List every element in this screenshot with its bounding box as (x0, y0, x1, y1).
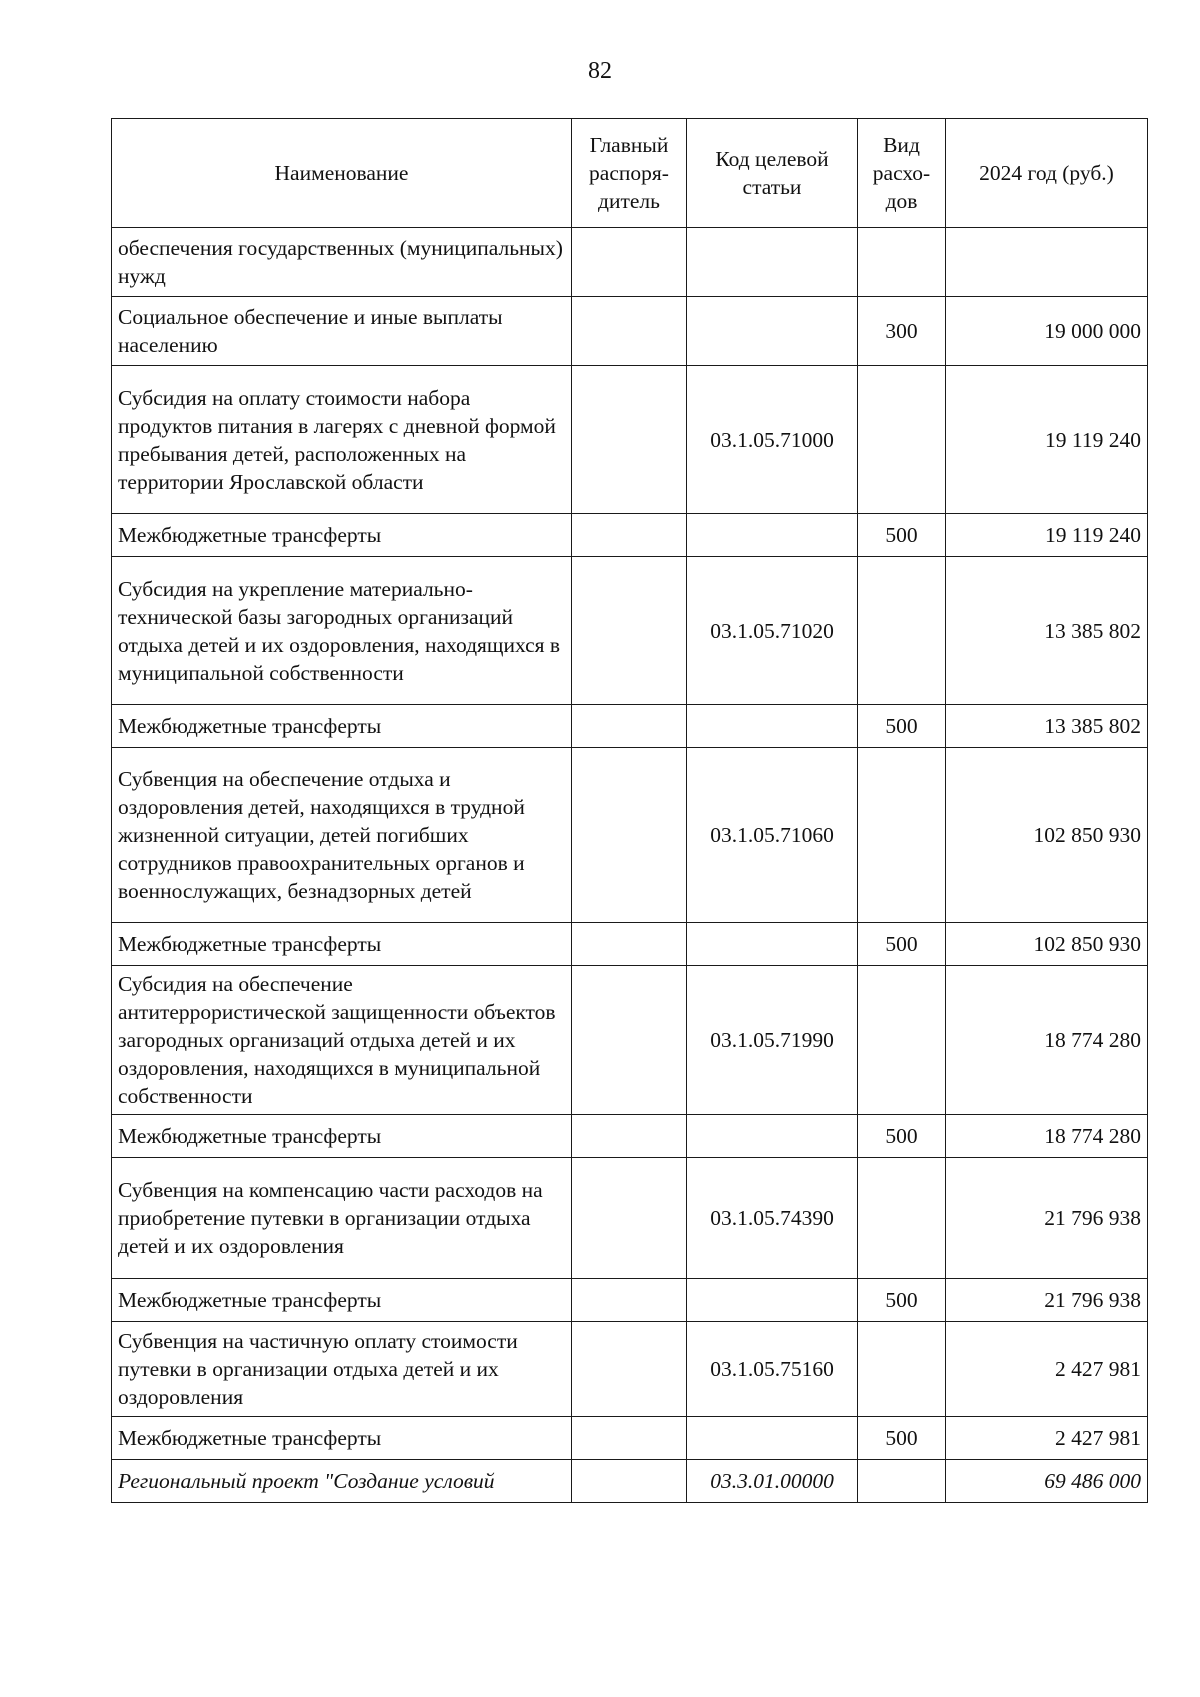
row-target-code-cell (687, 297, 858, 366)
row-main-manager-cell (572, 297, 687, 366)
table-row (112, 748, 1148, 923)
table-row (112, 514, 1148, 557)
table-body (112, 228, 1148, 1503)
header-target-code: Код целевой статьи (687, 119, 858, 228)
budget-table (111, 118, 1148, 1503)
table-row (112, 1158, 1148, 1279)
table-row (112, 1279, 1148, 1322)
row-amount-cell: 21 796 938 (946, 1279, 1148, 1322)
row-main-manager-cell (572, 514, 687, 557)
row-amount-cell: 13 385 802 (946, 705, 1148, 748)
row-name-cell: Межбюджетные трансферты (112, 1279, 572, 1322)
row-name-cell: Субсидия на обеспечение антитеррористической защищенности объектов загородных организаций отдыха детей и их оздоровления, находящихся в муниципальной собственности (112, 966, 572, 1115)
row-expense-type-cell (858, 1158, 946, 1279)
row-name-cell: Межбюджетные трансферты (112, 1115, 572, 1158)
row-main-manager-cell (572, 923, 687, 966)
row-main-manager-cell (572, 966, 687, 1115)
row-target-code-cell: 03.3.01.00000 (687, 1460, 858, 1503)
row-name-cell: Субсидия на укрепление материально-технической базы загородных организаций отдыха детей и их оздоровления, находящихся в муниципальной собственности (112, 557, 572, 705)
header-name: Наименование (112, 119, 572, 228)
row-amount-cell: 18 774 280 (946, 1115, 1148, 1158)
row-target-code-cell (687, 705, 858, 748)
table-header-row (112, 119, 1148, 228)
row-name-cell: Межбюджетные трансферты (112, 923, 572, 966)
row-target-code-cell: 03.1.05.71060 (687, 748, 858, 923)
row-main-manager-cell (572, 705, 687, 748)
table-row (112, 557, 1148, 705)
row-main-manager-cell (572, 1322, 687, 1417)
row-target-code-cell (687, 1115, 858, 1158)
table-row (112, 1460, 1148, 1503)
row-name-cell: Региональный проект "Создание условий (112, 1460, 572, 1503)
header-year-amount: 2024 год (руб.) (946, 119, 1148, 228)
row-name-cell: обеспечения государственных (муниципальных) нужд (112, 228, 572, 297)
row-expense-type-cell (858, 748, 946, 923)
table-row (112, 923, 1148, 966)
row-target-code-cell (687, 1417, 858, 1460)
row-target-code-cell: 03.1.05.71990 (687, 966, 858, 1115)
row-expense-type-cell: 500 (858, 1115, 946, 1158)
row-target-code-cell (687, 923, 858, 966)
table-row (112, 966, 1148, 1115)
row-name-cell: Субсидия на оплату стоимости набора продуктов питания в лагерях с дневной формой пребывания детей, расположенных на территории Ярославской области (112, 366, 572, 514)
row-name-cell: Субвенция на компенсацию части расходов на приобретение путевки в организации отдыха детей и их оздоровления (112, 1158, 572, 1279)
header-main-manager: Главный распоря-дитель (572, 119, 687, 228)
row-main-manager-cell (572, 1279, 687, 1322)
row-target-code-cell: 03.1.05.74390 (687, 1158, 858, 1279)
row-target-code-cell: 03.1.05.71020 (687, 557, 858, 705)
row-amount-cell: 19 119 240 (946, 366, 1148, 514)
row-target-code-cell (687, 514, 858, 557)
row-main-manager-cell (572, 1417, 687, 1460)
row-main-manager-cell (572, 748, 687, 923)
row-expense-type-cell: 500 (858, 1417, 946, 1460)
row-expense-type-cell (858, 966, 946, 1115)
table-row (112, 1115, 1148, 1158)
row-name-cell: Субвенция на частичную оплату стоимости путевки в организации отдыха детей и их оздоровления (112, 1322, 572, 1417)
row-main-manager-cell (572, 1158, 687, 1279)
table-row (112, 228, 1148, 297)
row-amount-cell: 13 385 802 (946, 557, 1148, 705)
table-row (112, 297, 1148, 366)
row-name-cell: Межбюджетные трансферты (112, 705, 572, 748)
row-name-cell: Социальное обеспечение и иные выплаты населению (112, 297, 572, 366)
row-expense-type-cell (858, 1460, 946, 1503)
row-name-cell: Субвенция на обеспечение отдыха и оздоровления детей, находящихся в трудной жизненной ситуации, детей погибших сотрудников правоохранительных органов и военнослужащих, безнадзорных детей (112, 748, 572, 923)
table-row (112, 1417, 1148, 1460)
row-amount-cell: 21 796 938 (946, 1158, 1148, 1279)
header-expense-type: Вид расхо-дов (858, 119, 946, 228)
row-amount-cell: 19 119 240 (946, 514, 1148, 557)
row-main-manager-cell (572, 228, 687, 297)
row-name-cell: Межбюджетные трансферты (112, 514, 572, 557)
row-expense-type-cell (858, 228, 946, 297)
page-number: 82 (588, 58, 612, 84)
row-target-code-cell (687, 1279, 858, 1322)
row-amount-cell: 19 000 000 (946, 297, 1148, 366)
row-expense-type-cell (858, 366, 946, 514)
row-amount-cell: 2 427 981 (946, 1417, 1148, 1460)
row-expense-type-cell (858, 557, 946, 705)
row-expense-type-cell: 500 (858, 1279, 946, 1322)
row-name-cell: Межбюджетные трансферты (112, 1417, 572, 1460)
row-amount-cell: 102 850 930 (946, 923, 1148, 966)
table-row (112, 366, 1148, 514)
row-amount-cell: 18 774 280 (946, 966, 1148, 1115)
row-expense-type-cell: 300 (858, 297, 946, 366)
row-expense-type-cell (858, 1322, 946, 1417)
row-main-manager-cell (572, 1460, 687, 1503)
table-row (112, 705, 1148, 748)
row-main-manager-cell (572, 1115, 687, 1158)
row-main-manager-cell (572, 557, 687, 705)
row-expense-type-cell: 500 (858, 923, 946, 966)
table-row (112, 1322, 1148, 1417)
row-target-code-cell (687, 228, 858, 297)
row-expense-type-cell: 500 (858, 514, 946, 557)
row-amount-cell: 2 427 981 (946, 1322, 1148, 1417)
row-amount-cell: 102 850 930 (946, 748, 1148, 923)
row-main-manager-cell (572, 366, 687, 514)
row-amount-cell: 69 486 000 (946, 1460, 1148, 1503)
row-amount-cell (946, 228, 1148, 297)
row-target-code-cell: 03.1.05.71000 (687, 366, 858, 514)
row-expense-type-cell: 500 (858, 705, 946, 748)
row-target-code-cell: 03.1.05.75160 (687, 1322, 858, 1417)
